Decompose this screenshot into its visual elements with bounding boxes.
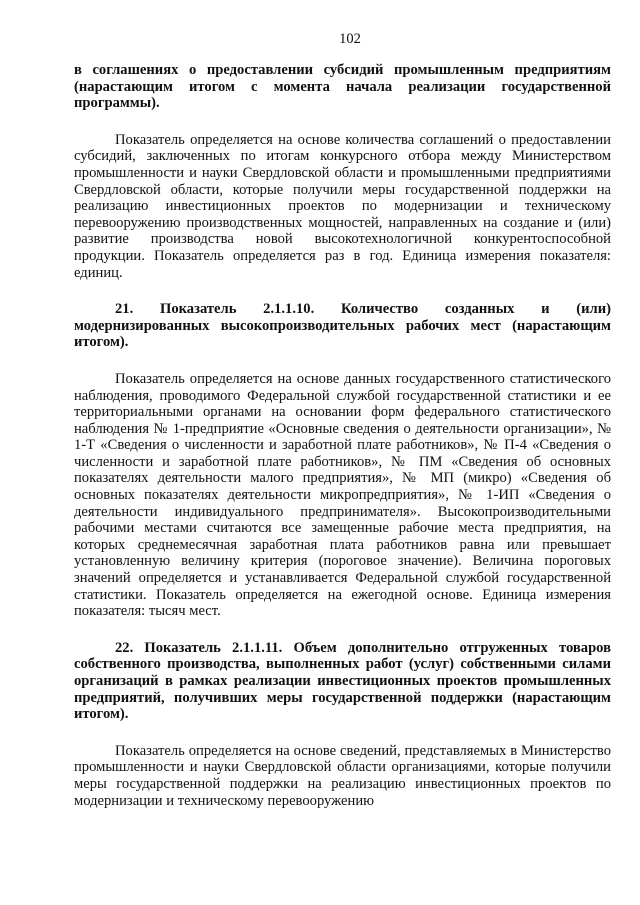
indicator-21-description: Показатель определяется на основе данных государственного статистического наблюдения, проводимого Федеральной службой государственной статистики и ее территориальными органами на основании форм федерального статистического наблюдения № 1-предприятие «Основные сведения о деятельности организации», № 1-Т «Сведения о численности и заработной плате работников», № П-4 «Сведения о численности и заработной плате работников», № ПМ «Сведения об основных показателях деятельности малого предприятия», № МП (микро) «Сведения об основных показателях деятельности микропредприятия», № 1-ИП «Сведения о деятельности индивидуального предпринимателя». Высокопроизводительными рабочими местами считаются все замещенные рабочие места предприятия, на которых среднемесячная заработная плата работников равна или превышает установленную величину критерия (пороговое значение). Величина пороговых значений определяется и устанавливается Федеральной службой государственной статистики. Показатель определяется на ежегодной основе. Единица измерения показателя: тысяч мест. [74, 370, 611, 620]
page-number: 102 [339, 31, 361, 47]
paragraph-gap [74, 281, 611, 301]
paragraph-gap [74, 723, 611, 743]
paragraph-subsidy-agreements-description: Показатель определяется на основе количества соглашений о предоставлении субсидий, заключенных по итогам конкурсного отбора между Министерством промышленности и науки Свердловской области и промышленными предприятиями Свердловской области, которые получили меры государственной поддержки на реализацию инвестиционных проектов по модернизации и техническому перевооружению производственных мощностей, направленных на создание и (или) развитие производства новой высокотехнологичной конкурентоспособной продукции. Показатель определяется раз в год. Единица измерения показателя: единиц. [74, 131, 611, 281]
paragraph-subsidy-agreements-heading-continuation: в соглашениях о предоставлении субсидий промышленным предприятиям (нарастающим итогом с момента начала реализации государственной программы). [74, 62, 611, 112]
indicator-22-heading: 22. Показатель 2.1.1.11. Объем дополнительно отгруженных товаров собственного производства, выполненных работ (услуг) собственными силами организаций в рамках реализации инвестиционных проектов промышленных предприятий, получивших меры государственной поддержки (нарастающим итогом). [74, 639, 611, 723]
paragraph-gap [74, 620, 611, 640]
indicator-21-heading: 21. Показатель 2.1.1.10. Количество созданных и (или) модернизированных высокопроизводительных рабочих мест (нарастающим итогом). [74, 301, 611, 351]
paragraph-gap [74, 351, 611, 371]
indicator-22-description: Показатель определяется на основе сведений, представляемых в Министерство промышленности и науки Свердловской области организациями, которые получили меры государственной поддержки на реализацию инвестиционных проектов по модернизации и техническому перевооружению [74, 742, 611, 809]
paragraph-gap [74, 112, 611, 132]
